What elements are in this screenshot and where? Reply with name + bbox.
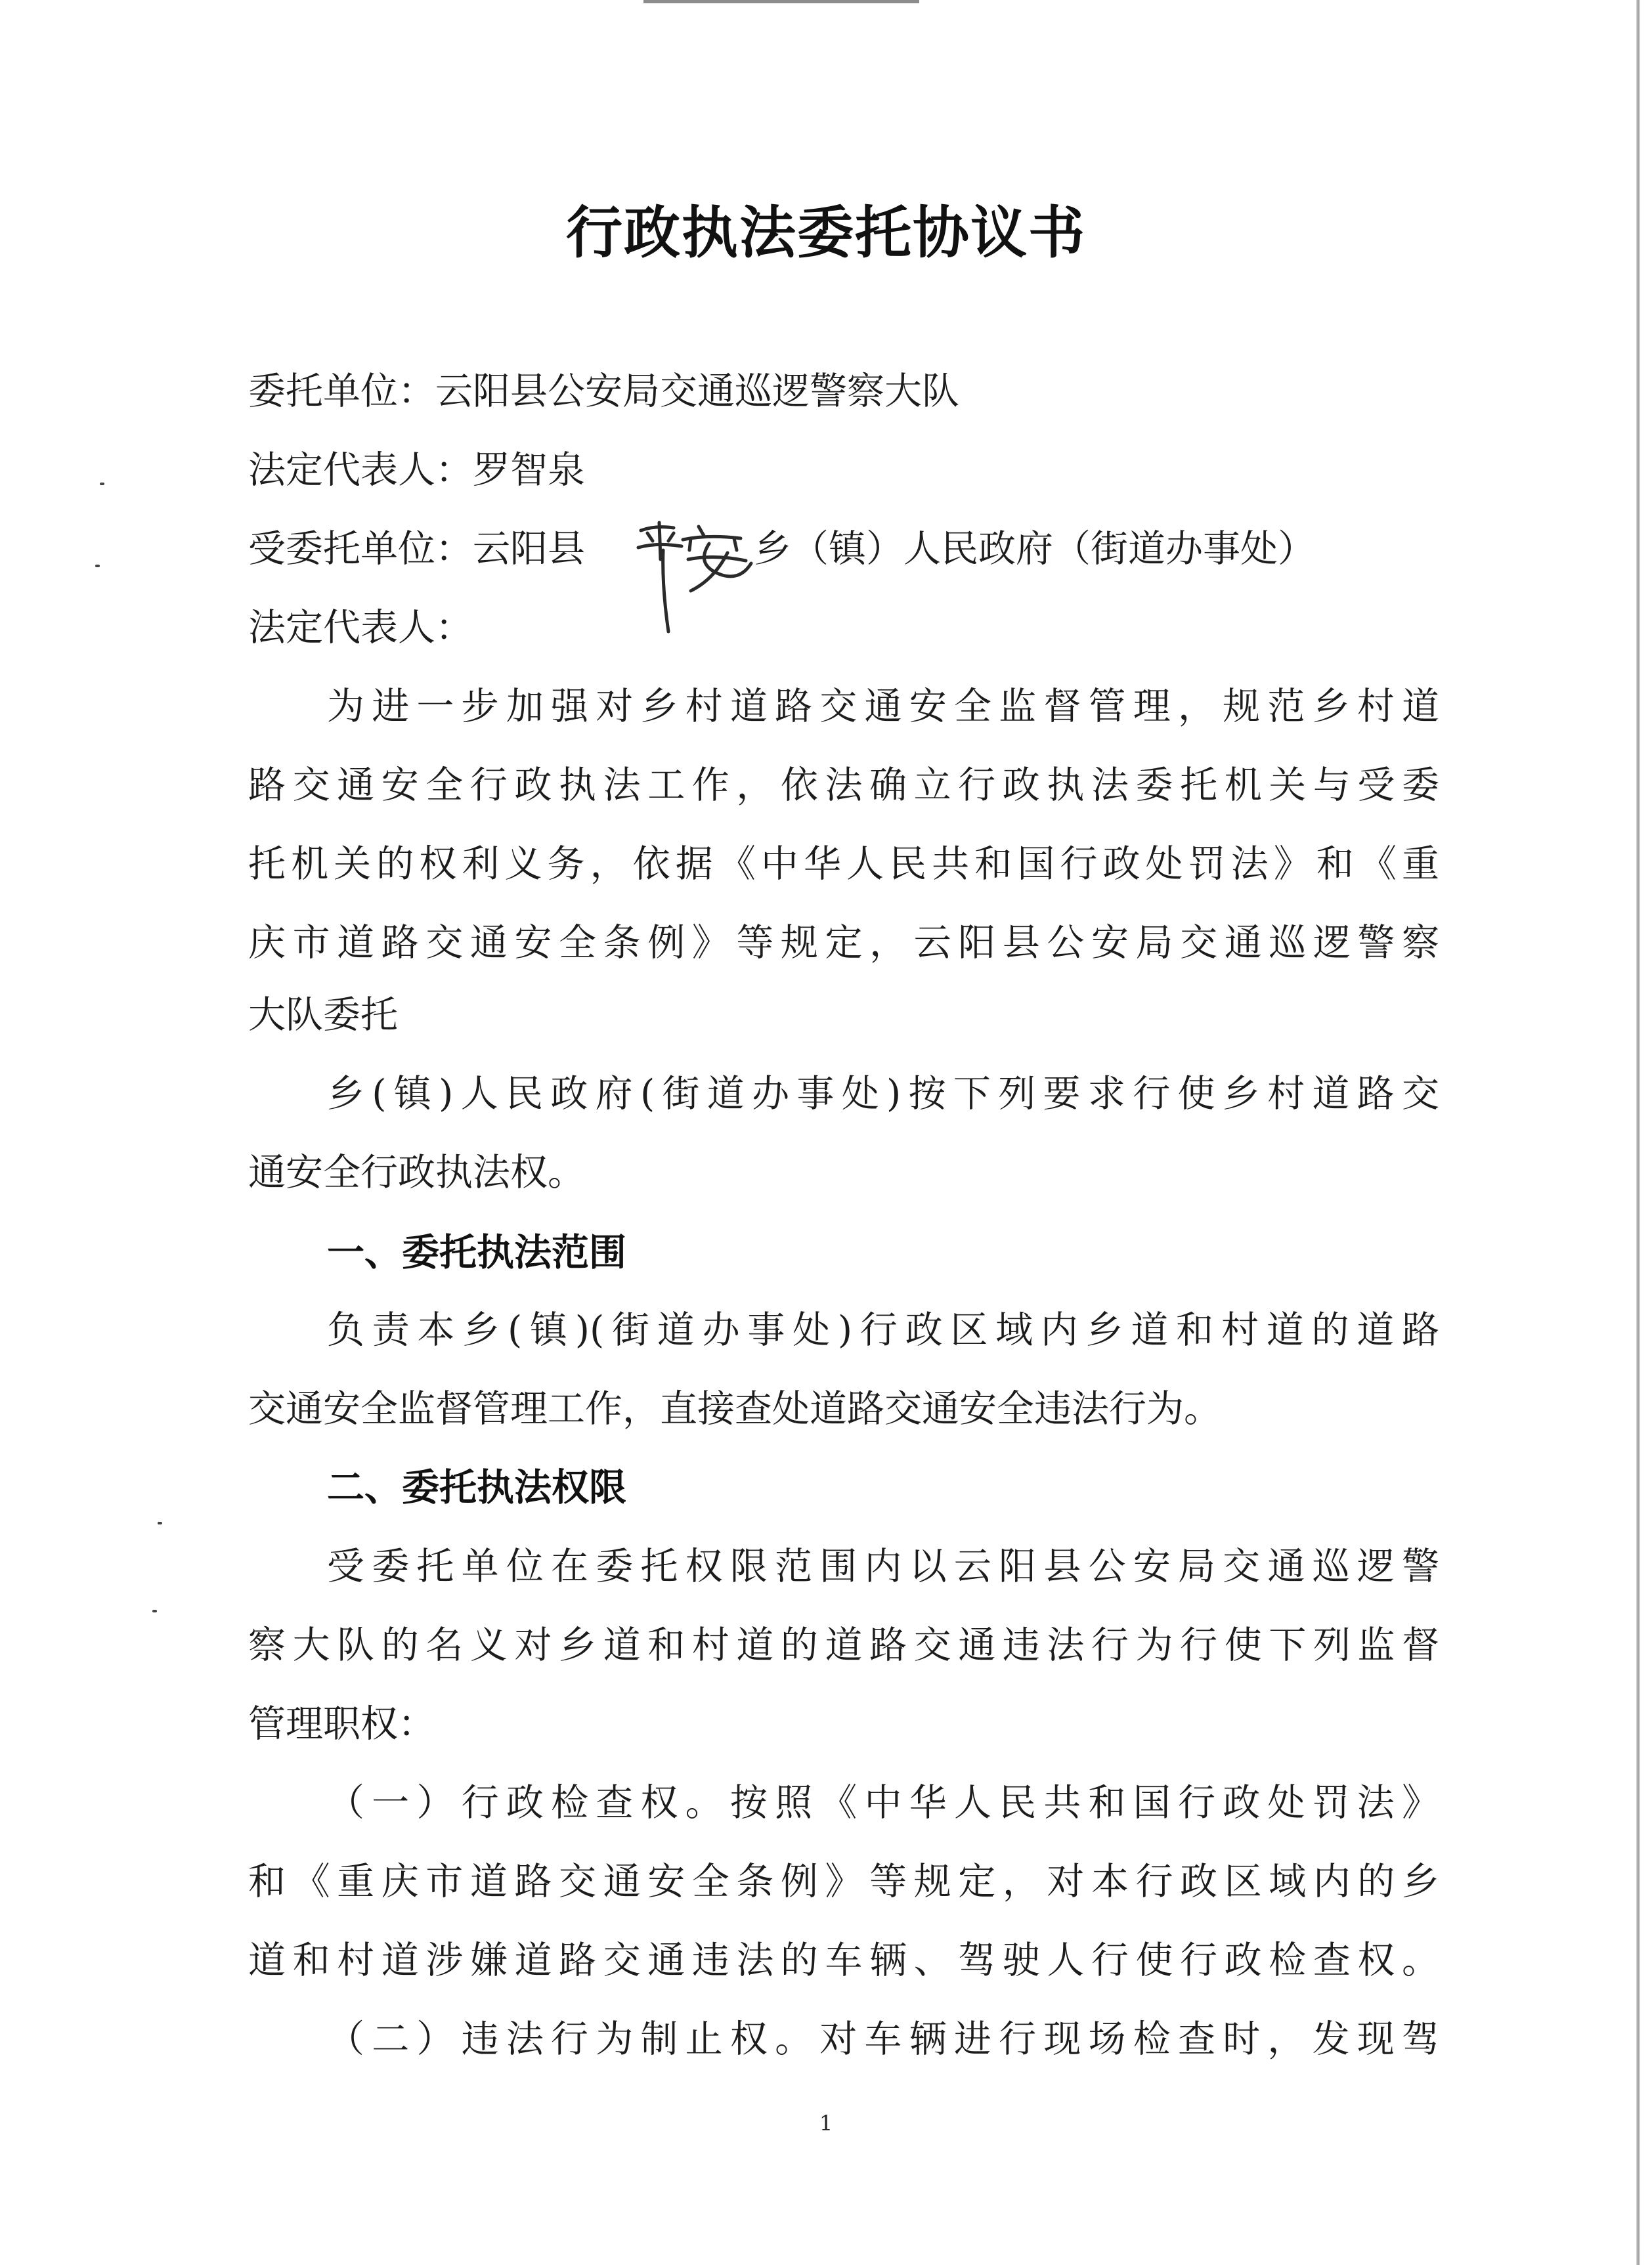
header-entrusting-unit: 委托单位：云阳县公安局交通巡逻警察大队 (248, 370, 959, 413)
body-line: 托机关的权利义务，依据《中华人民共和国行政处罚法》和《重 (248, 842, 1439, 886)
handwritten-signature (636, 513, 760, 645)
body-line: 通安全行政执法权。 (248, 1151, 585, 1194)
body-line: （二）违法行为制止权。对车辆进行现场检查时，发现驾 (327, 2017, 1439, 2061)
scan-speck (152, 1610, 157, 1612)
body-line: 乡(镇)人民政府(街道办事处)按下列要求行使乡村道路交 (327, 1072, 1439, 1115)
body-line: 道和村道涉嫌道路交通违法的车辆、驾驶人行使行政检查权。 (248, 1939, 1439, 1982)
body-line: 负责本乡(镇)(街道办事处)行政区域内乡道和村道的道路 (327, 1308, 1439, 1352)
body-line: 大队委托 (248, 993, 398, 1037)
header-legal-rep: 法定代表人：罗智泉 (248, 448, 585, 492)
section-heading-scope: 一、委托执法范围 (327, 1231, 626, 1274)
page-number: 1 (819, 2111, 833, 2136)
scan-speck (158, 1522, 162, 1524)
scan-artifact-edge (1636, 0, 1640, 2265)
body-line: 察大队的名义对乡道和村道的道路交通违法行为行使下列监督 (248, 1624, 1439, 1667)
body-line: 庆市道路交通安全条例》等规定，云阳县公安局交通巡逻警察 (248, 921, 1439, 964)
body-line: 为进一步加强对乡村道路交通安全监督管理，规范乡村道 (327, 685, 1439, 728)
section-heading-authority: 二、委托执法权限 (327, 1466, 626, 1509)
header-entrusted-unit-suffix: 乡（镇）人民政府（街道办事处） (754, 527, 1315, 571)
scan-speck (100, 483, 104, 485)
header-entrusted-legal-rep: 法定代表人： (248, 606, 473, 649)
body-line: 和《重庆市道路交通安全条例》等规定，对本行政区域内的乡 (248, 1860, 1439, 1903)
body-line: 路交通安全行政执法工作，依法确立行政执法委托机关与受委 (248, 764, 1439, 807)
header-entrusted-unit: 受委托单位：云阳县 (248, 527, 585, 571)
scan-artifact-top (643, 0, 919, 3)
body-line: 受委托单位在委托权限范围内以云阳县公安局交通巡逻警 (327, 1545, 1439, 1588)
body-line: 管理职权： (248, 1702, 435, 1746)
document-title: 行政执法委托协议书 (566, 200, 1086, 266)
body-line: 交通安全监督管理工作，直接查处道路交通安全违法行为。 (248, 1387, 1221, 1431)
body-line: （一）行政检查权。按照《中华人民共和国行政处罚法》 (327, 1781, 1439, 1824)
scan-speck (95, 565, 100, 567)
